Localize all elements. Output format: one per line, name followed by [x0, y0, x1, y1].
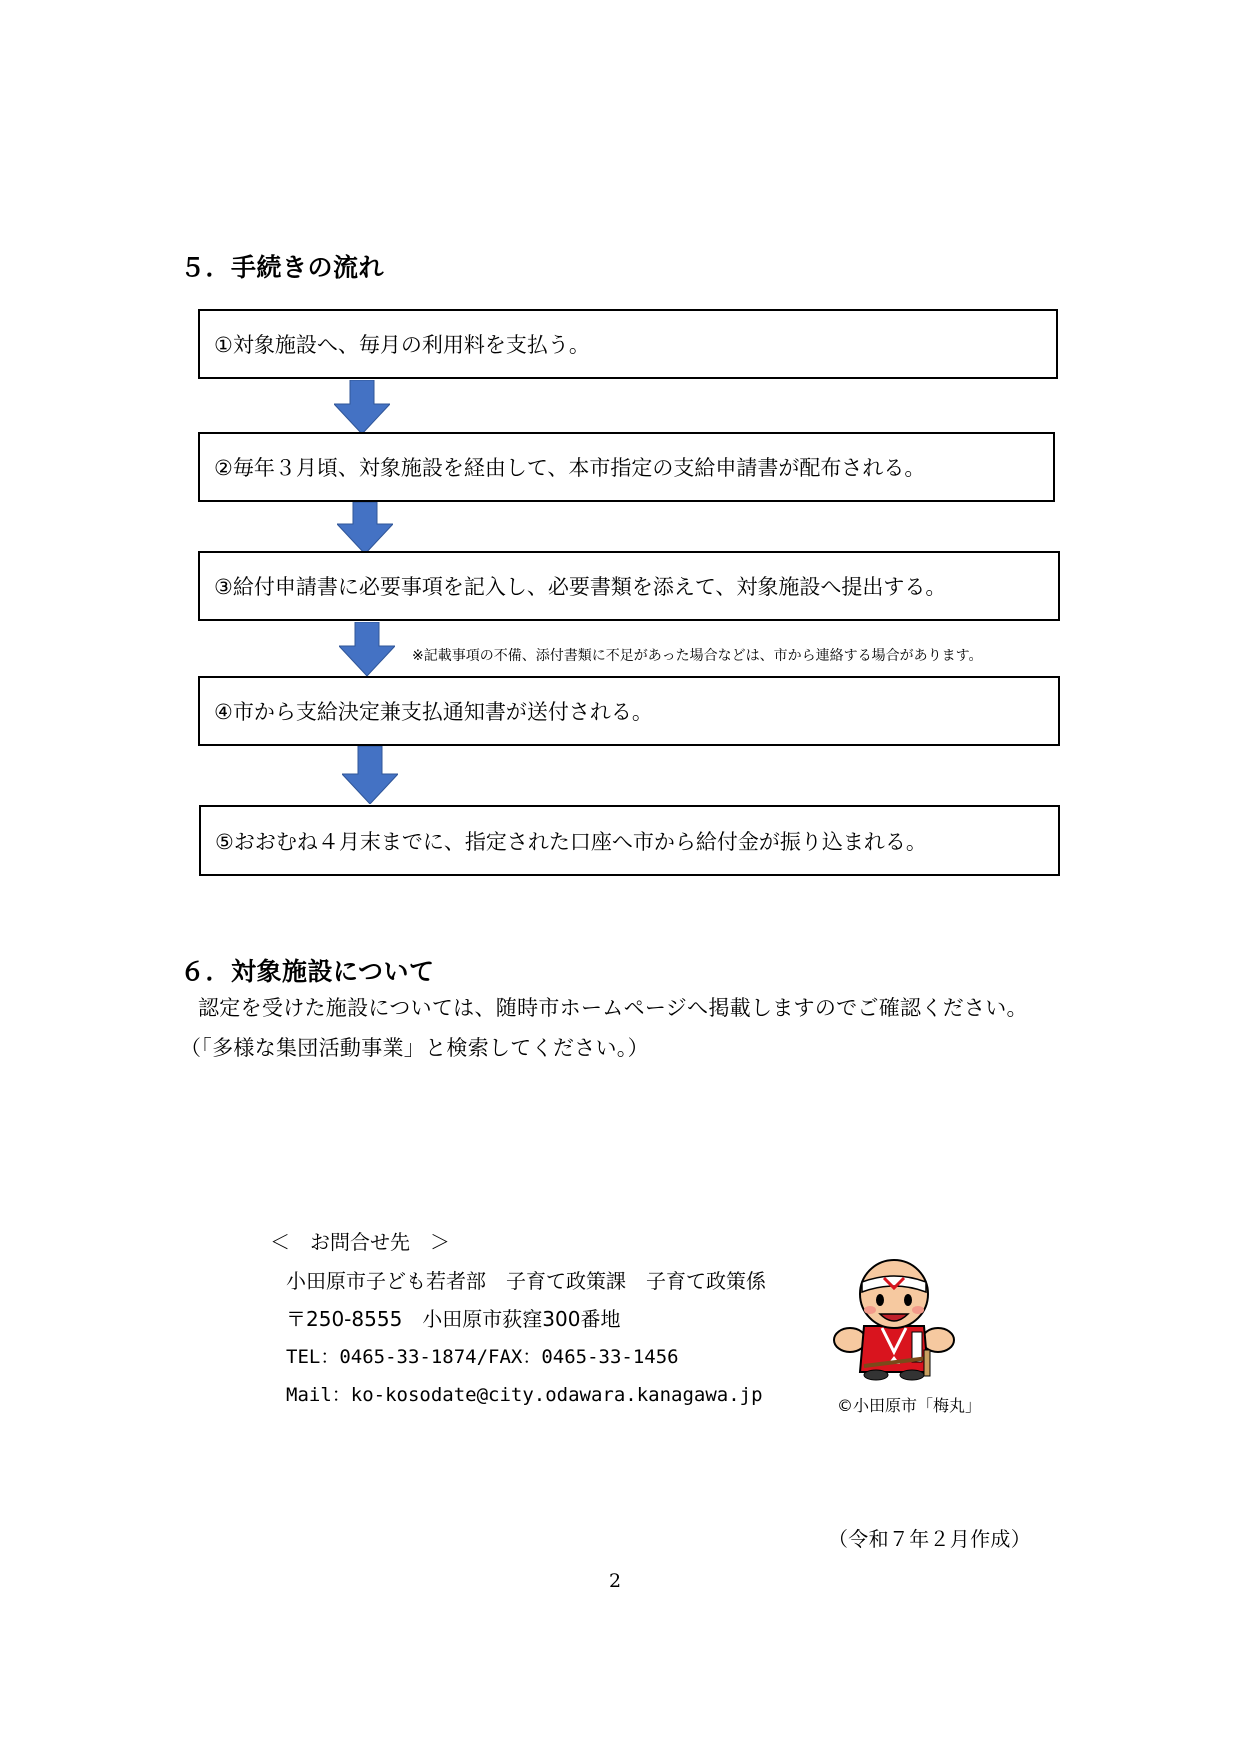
- flow-step-2: [198, 432, 1055, 502]
- flow-arrow-2: [337, 502, 393, 554]
- mascot-caption: ©小田原市「梅丸」: [837, 1396, 982, 1415]
- section6-text-line2: （「多様な集団活動事業」と検索してください。）: [180, 1036, 649, 1060]
- flow-note: ※記載事項の不備、添付書類に不足があった場合などは、市から連絡する場合があります。: [412, 648, 983, 664]
- contact-tel-fax: TEL：0465-33-1874/FAX：0465-33-1456: [286, 1346, 679, 1368]
- flow-arrow-3: [339, 622, 395, 676]
- contact-mail: Mail：ko-kosodate@city.odawara.kanagawa.jp: [286, 1384, 763, 1406]
- flow-arrow-1: [334, 380, 390, 434]
- flow-arrow-4: [342, 746, 398, 804]
- flow-step-1: [198, 309, 1058, 379]
- flow-step-4-text: ④市から支給決定兼支払通知書が送付される。: [214, 700, 653, 724]
- flow-step-5-text: ⑤おおむね４月末までに、指定された口座へ市から給付金が振り込まれる。: [215, 829, 927, 854]
- section6-text-line1: 認定を受けた施設については、随時市ホームページへ掲載しますのでご確認ください。: [198, 996, 1028, 1020]
- contact-department: 小田原市子ども若者部 子育て政策課 子育て政策係: [286, 1269, 766, 1293]
- flow-step-3: [198, 551, 1060, 621]
- mascot-umemaru-image: [828, 1256, 960, 1382]
- section6-heading: ６．対象施設について: [180, 957, 435, 986]
- flow-step-5: [199, 805, 1060, 876]
- flow-step-4: [198, 676, 1060, 746]
- creation-date: （令和７年２月作成）: [828, 1527, 1031, 1551]
- flow-step-3-text: ③給付申請書に必要事項を記入し、必要書類を添えて、対象施設へ提出する。: [214, 575, 947, 599]
- flow-step-1-text: ①対象施設へ、毎月の利用料を支払う。: [214, 333, 590, 357]
- contact-address: 〒250-8555 小田原市荻窪300番地: [286, 1307, 621, 1331]
- contact-title: ＜ お問合せ先 ＞: [270, 1230, 450, 1254]
- section5-heading: ５．手続きの流れ: [180, 253, 385, 282]
- flow-step-2-text: ②毎年３月頃、対象施設を経由して、本市指定の支給申請書が配布される。: [214, 456, 926, 480]
- page-number: 2: [609, 1570, 622, 1592]
